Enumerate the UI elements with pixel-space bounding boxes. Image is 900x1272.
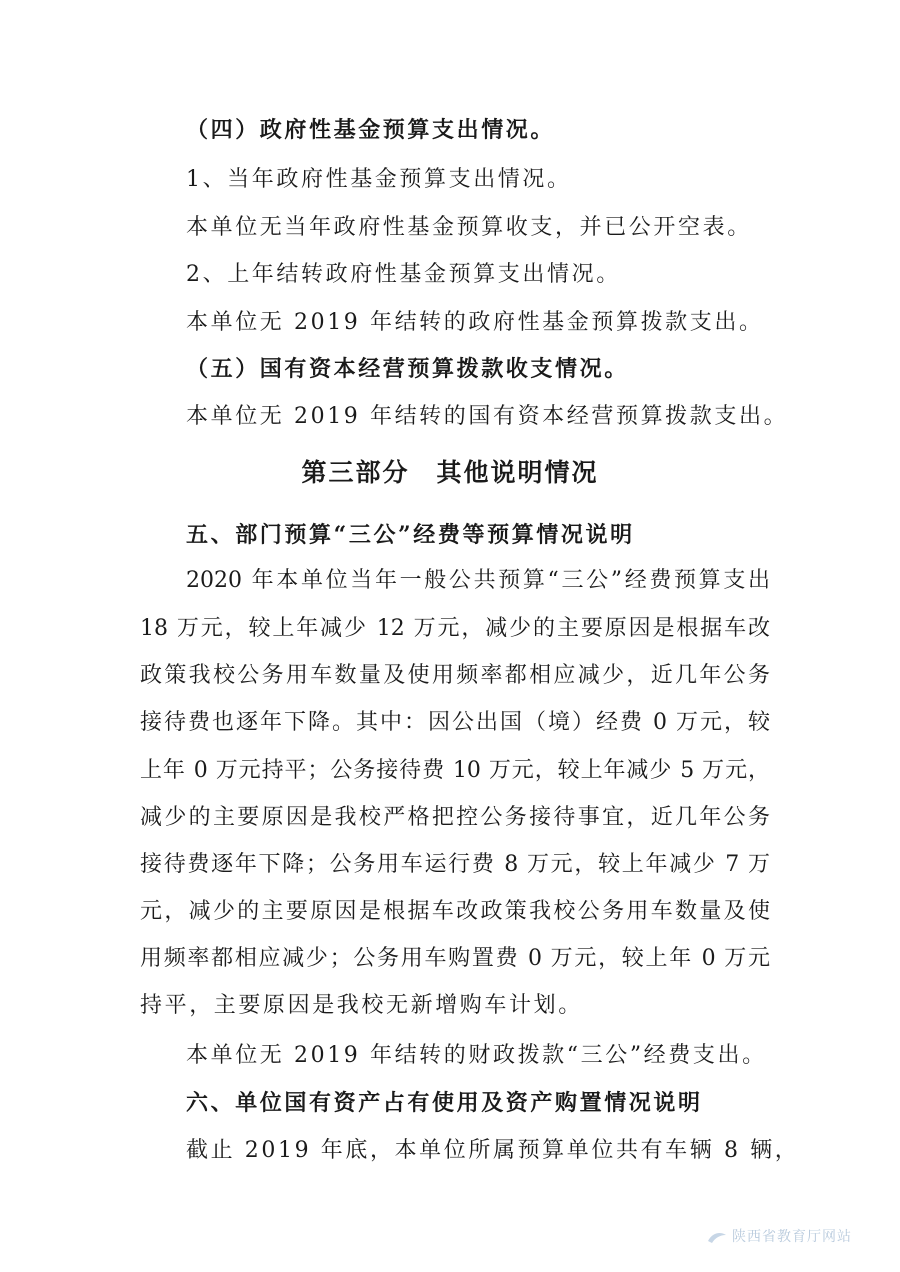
paragraph-carryover: 本单位无 2019 年结转的财政拨款“三公”经费支出。 [186, 1043, 767, 1068]
paragraph-line: 用频率都相应减少；公务用车购置费 0 万元，较上年 0 万元 [140, 946, 770, 971]
paragraph-prior-year-fund: 本单位无 2019 年结转的政府性基金预算拨款支出。 [186, 310, 764, 335]
paragraph-line: 接待费也逐年下降。其中：因公出国（境）经费 0 万元，较 [140, 710, 770, 735]
paragraph-vehicles: 截止 2019 年底，本单位所属预算单位共有车辆 8 辆， [186, 1138, 800, 1163]
paragraph-state-capital: 本单位无 2019 年结转的国有资本经营预算拨款支出。 [186, 404, 789, 429]
paragraph-line: 政策我校公务用车数量及使用频率都相应减少，近几年公务 [140, 663, 770, 688]
paragraph-line: 元，减少的主要原因是根据车改政策我校公务用车数量及使 [140, 899, 770, 924]
heading-three-public-expenses: 五、部门预算“三公”经费等预算情况说明 [186, 522, 635, 548]
heading-state-assets: 六、单位国有资产占有使用及资产购置情况说明 [186, 1090, 703, 1116]
paragraph-line: 持平，主要原因是我校无新增购车计划。 [140, 993, 583, 1018]
subheading-prior-year-fund: 2、上年结转政府性基金预算支出情况。 [186, 262, 621, 287]
section-heading-four: （四）政府性基金预算支出情况。 [186, 117, 556, 143]
watermark-text: 陕西省教育厅网站 [732, 1229, 852, 1245]
part-three-title: 第三部分 其他说明情况 [301, 458, 599, 487]
paragraph-line: 减少的主要原因是我校严格把控公务接待事宜，近几年公务 [140, 805, 770, 830]
subheading-current-year-fund: 1、当年政府性基金预算支出情况。 [186, 167, 572, 192]
paragraph-line: 上年 0 万元持平；公务接待费 10 万元，较上年减少 5 万元， [140, 758, 770, 783]
site-watermark [706, 1226, 852, 1246]
watermark-logo-icon [706, 1229, 728, 1245]
paragraph-line: 2020 年本单位当年一般公共预算“三公”经费预算支出 [186, 568, 770, 593]
paragraph-line: 接待费逐年下降；公务用车运行费 8 万元，较上年减少 7 万 [140, 852, 770, 877]
section-heading-five: （五）国有资本经营预算拨款收支情况。 [186, 356, 629, 382]
paragraph-current-year-fund: 本单位无当年政府性基金预算收支，并已公开空表。 [186, 215, 752, 240]
paragraph-line: 18 万元，较上年减少 12 万元，减少的主要原因是根据车改 [140, 616, 770, 641]
